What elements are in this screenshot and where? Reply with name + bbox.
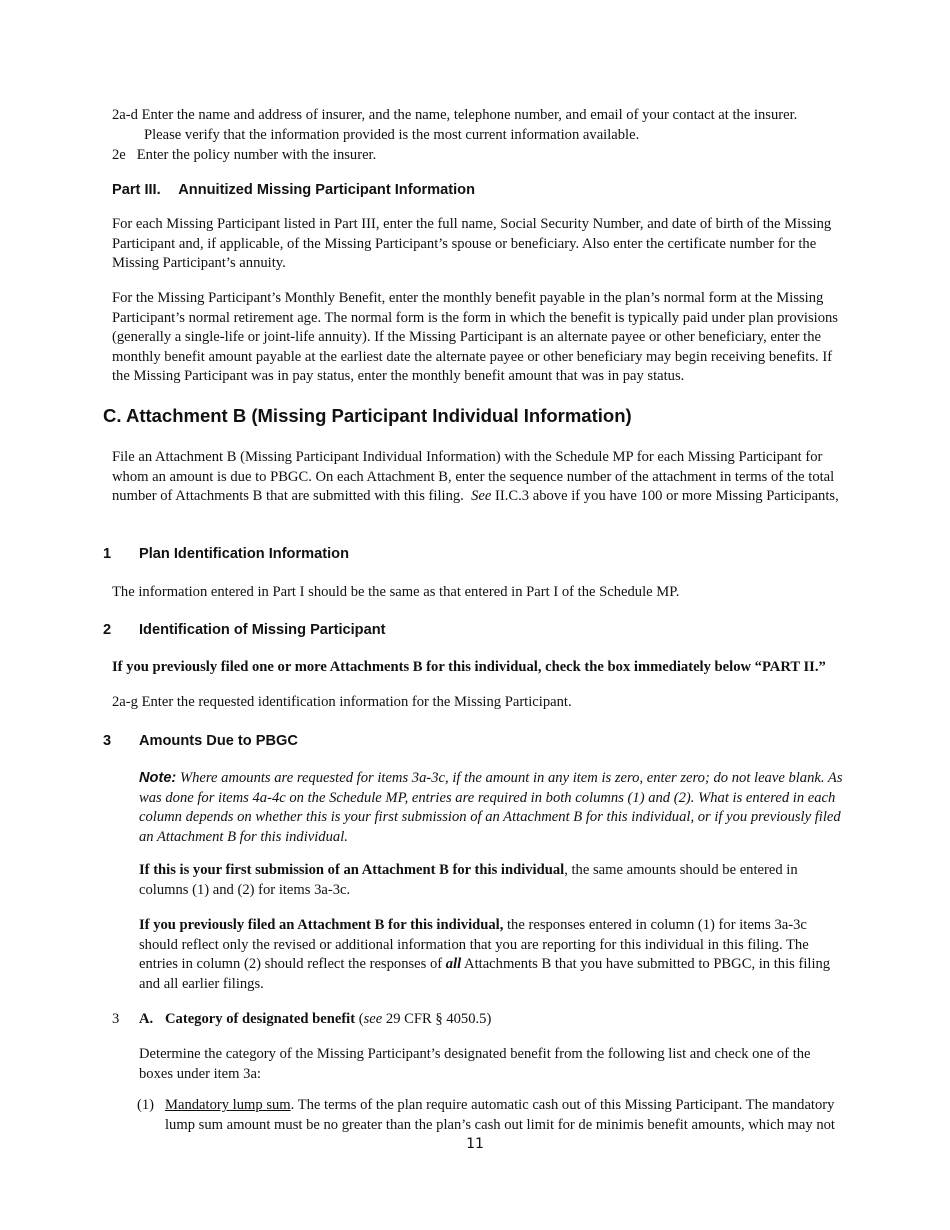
item-code: 2e bbox=[112, 147, 126, 163]
item-text: Enter the name and address of insurer, and the name, telephone number, and email of your contact at the insurer. bbox=[141, 107, 798, 123]
instruction-2a-g bbox=[112, 693, 844, 713]
section-1-number: 1 bbox=[103, 546, 112, 562]
section-2-title: Identification of Missing Participant bbox=[139, 622, 386, 638]
page-number: 11 bbox=[466, 1136, 484, 1152]
section-1-text: The information entered in Part I should be the same as that entered in Part I of the Schedule MP. bbox=[112, 584, 680, 600]
list-item-number: (1) bbox=[137, 1097, 155, 1113]
instruction-2a-d bbox=[112, 106, 912, 145]
part3-paragraph-1: For each Missing Participant listed in Part III, enter the full name, Social Security Number, and date of birth of the Missing Participant and, if applicable, of the Missing Participant’s spouse or beneficiary. Also enter the certificate number for the Missing Participant’s annuity. bbox=[112, 216, 832, 272]
section-3-note bbox=[139, 769, 845, 847]
section-3-first-submission: If this is your first submission of an Attachment B for this individual, the same amounts should be entered in columns (1) and (2) for items 3a-3c. bbox=[139, 862, 798, 898]
section-2-bold-note: If you previously filed one or more Attachments B for this individual, check the box immediately below “PART II.” bbox=[112, 659, 826, 675]
item-3a-text: Determine the category of the Missing Participant’s designated benefit from the following list and check one of the boxes under item 3a: bbox=[139, 1046, 811, 1082]
item-code: 2a-d bbox=[112, 107, 138, 123]
item-3a-title: Category of designated benefit bbox=[165, 1011, 356, 1027]
item-text: Enter the requested identification information for the Missing Participant. bbox=[141, 694, 572, 710]
instruction-2e bbox=[112, 146, 912, 166]
item-3a-number: 3 bbox=[112, 1011, 120, 1027]
part3-heading bbox=[112, 181, 475, 201]
list-item-text: . The terms of the plan require automatic cash out of this Missing Participant. The mandatory lump sum amount must be no greater than the plan’s cash out limit for de minimis benefit amounts, which may not bbox=[165, 1097, 835, 1133]
list-item-term: Mandatory lump sum bbox=[165, 1097, 291, 1113]
item-text: Enter the policy number with the insurer. bbox=[136, 147, 377, 163]
part3-paragraph-2: For the Missing Participant’s Monthly Benefit, enter the monthly benefit payable in the plan’s normal form at the Missing Participant’s normal retirement age. The normal form is the form in which the benefit is typically paid under plan provisions (generally a single-life or joint-life annuity). If the Missing Participant is an alternate payee or other beneficiary, enter the monthly benefit amount payable at the earliest date the alternate payee or other beneficiary may begin receiving benefits. If the Missing Participant was in pay status, enter the monthly benefit amount that was in pay status. bbox=[112, 290, 838, 385]
part3-heading-num: Part III. bbox=[112, 182, 161, 198]
section-2-number: 2 bbox=[103, 622, 112, 638]
note-text: Where amounts are requested for items 3a-3c, if the amount in any item is zero, enter zero; do not leave blank. As was done for items 4a-4c on the Schedule MP, entries are required in both columns (1) and (2). What is entered in each column depends on whether this is your first submission of an Attachment B for this individual, or if you previously filed an Attachment B for this individual. bbox=[139, 770, 843, 845]
item-3a-heading: 3 A. Category of designated benefit (see 29 CFR § 4050.5) bbox=[112, 1010, 852, 1030]
section-2-heading bbox=[103, 621, 386, 641]
part3-heading-title: Annuitized Missing Participant Information bbox=[178, 182, 475, 198]
section-1-heading bbox=[103, 545, 349, 565]
section-3-number: 3 bbox=[103, 733, 112, 749]
item-code: 2a-g bbox=[112, 694, 138, 710]
list-item-mandatory-lump-sum bbox=[137, 1096, 847, 1135]
section-1-title: Plan Identification Information bbox=[139, 546, 349, 562]
item-3a-letter: A. bbox=[139, 1011, 154, 1027]
section-3-title: Amounts Due to PBGC bbox=[139, 733, 298, 749]
section-c-heading: C. Attachment B (Missing Participant Individual Information) bbox=[103, 405, 632, 426]
item-text-continued: Please verify that the information provided is the most current information available. bbox=[144, 126, 640, 143]
section-c-paragraph: File an Attachment B (Missing Participant Individual Information) with the Schedule MP for each Missing Participant for whom an amount is due to PBGC. On each Attachment B, enter the sequence number of the attachment in terms of the total number of Attachments B that are submitted with this filing. See II.C.3 above if you have 100 or more Missing Participants, bbox=[112, 449, 839, 505]
section-3-heading bbox=[103, 732, 298, 752]
note-label: Note: bbox=[139, 770, 177, 786]
section-3-previously-filed: If you previously filed an Attachment B for this individual, the responses entered in column (1) for items 3a-3c should reflect only the revised or additional information that you are reporting for this individual in this filing. The entries in column (2) should reflect the responses of all Attachments B that you have submitted to PBGC, in this filing and all earlier filings. bbox=[139, 917, 831, 992]
